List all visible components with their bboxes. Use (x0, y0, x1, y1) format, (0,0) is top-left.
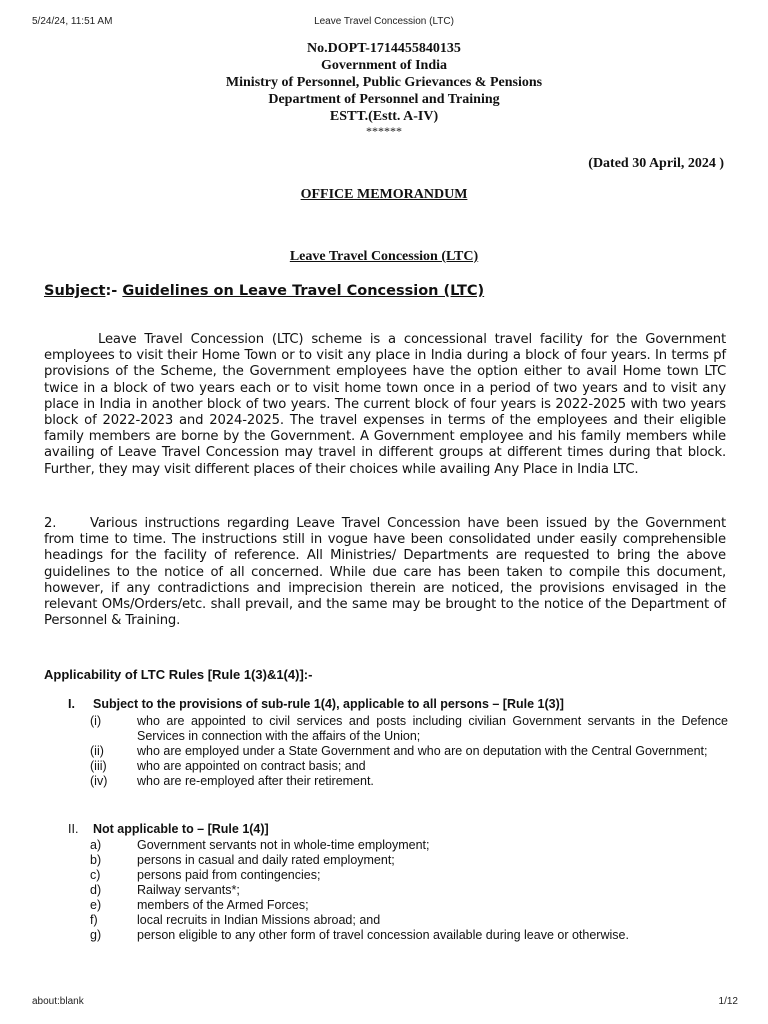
list-item-text: who are re-employed after their retirement. (137, 774, 374, 788)
section-ii-roman: II. (68, 822, 79, 836)
list-item-label: f) (90, 913, 98, 927)
list-item-text: who are employed under a State Government and who are on deputation with the Central Government; (137, 744, 708, 758)
section-i-heading (68, 697, 564, 711)
list-item (90, 913, 728, 928)
subject-separator: :- (105, 283, 123, 299)
government-line: Government of India (321, 58, 447, 73)
list-item-label: e) (90, 898, 102, 912)
list-item (90, 868, 728, 883)
list-item-label: c) (90, 868, 101, 882)
section-i-list (90, 714, 728, 789)
ltc-title: Leave Travel Concession (LTC) (289, 249, 479, 264)
list-item (90, 883, 728, 898)
list-item-label: (iv) (90, 774, 108, 788)
section-ii-title: Not applicable to – [Rule 1(4)] (93, 822, 269, 836)
section-i-title: Subject to the provisions of sub-rule 1(4), applicable to all persons – [Rule 1(3)] (93, 697, 564, 711)
print-header (10, 16, 758, 30)
list-item-text: person eligible to any other form of travel concession available during leave or otherwise. (137, 928, 629, 942)
list-item-text: persons paid from contingencies; (137, 868, 321, 882)
paragraph-2 (44, 516, 726, 629)
subject-text: Guidelines on Leave Travel Concession (LTC) (122, 283, 485, 299)
print-title: Leave Travel Concession (LTC) (314, 16, 454, 27)
section-ii-heading (68, 822, 269, 836)
establishment-line: ESTT.(Estt. A-IV) (329, 109, 439, 124)
document-number: No.DOPT-1714455840135 (307, 41, 461, 56)
list-item (90, 714, 728, 744)
print-footer (32, 996, 738, 1010)
section-i-roman: I. (68, 697, 75, 711)
list-item-label: (ii) (90, 744, 104, 758)
list-item-text: local recruits in Indian Missions abroad; and (137, 913, 381, 927)
paragraph-2-number: 2. (44, 516, 57, 531)
subject-line (44, 283, 484, 299)
ministry-line: Ministry of Personnel, Public Grievances & Pensions (225, 75, 543, 90)
list-item (90, 928, 728, 943)
list-item (90, 774, 728, 789)
list-item (90, 898, 728, 913)
page-indicator: 1/12 (718, 996, 738, 1007)
list-item (90, 759, 728, 774)
dated-line: (Dated 30 April, 2024 ) (588, 156, 724, 171)
list-item-label: (i) (90, 714, 102, 728)
print-url: about:blank (32, 996, 84, 1007)
list-item-label: (iii) (90, 759, 107, 773)
stars-divider: ****** (366, 124, 402, 138)
document-heading (0, 40, 768, 137)
list-item-label: g) (90, 928, 102, 942)
department-line: Department of Personnel and Training (268, 92, 500, 107)
subject-label: Subject (44, 283, 106, 299)
section-ii-list (90, 838, 728, 943)
list-item-text: who are appointed on contract basis; and (137, 759, 366, 773)
applicability-heading: Applicability of LTC Rules [Rule 1(3)&1(4)]:- (44, 667, 313, 682)
office-memorandum-title: OFFICE MEMORANDUM (300, 187, 468, 202)
paragraph-2-text: Various instructions regarding Leave Travel Concession have been issued by the Government from time to time. The instructions still in vogue have been consolidated under easily comprehensible headings for the facility of reference. All Ministries/ Departments are requested to bring the above guidelines to the notice of all concerned. While due care has been taken to compile this document, however, if any contradictions and imprecision therein are noticed, the provisions envisaged in the relevant OMs/Orders/etc. shall prevail, and the same may be brought to the notice of the Department of Personnel & Training. (44, 516, 726, 629)
list-item-label: a) (90, 838, 102, 852)
paragraph-1: Leave Travel Concession (LTC) scheme is a concessional travel facility for the Government employees to visit their Home Town or to visit any place in India during a block of four years. In terms pf provisions of the Scheme, the Government employees have the option either to avail Home town LTC twice in a block of two years each or to visit home town once in a period of two years and to visit any place in India in another block of two years. The current block of four years is 2022-2025 with two years block of 2022-2023 and 2024-2025. The travel expenses in terms of the employees and their eligible family members are borne by the Government. A Government employee and his family members while availing of Leave Travel Concession may travel in different groups at different times during that block. Further, they may visit different places of their choices while availing Any Place in India LTC. (44, 332, 726, 477)
list-item-text: Railway servants*; (137, 883, 240, 897)
list-item (90, 853, 728, 868)
list-item-text: who are appointed to civil services and posts including civilian Government servants in the Defence Services in connection with the affairs of the Union; (137, 714, 728, 743)
list-item (90, 744, 728, 759)
list-item-label: b) (90, 853, 102, 867)
list-item-text: Government servants not in whole-time employment; (137, 838, 430, 852)
list-item-label: d) (90, 883, 102, 897)
list-item-text: persons in casual and daily rated employment; (137, 853, 395, 867)
list-item (90, 838, 728, 853)
list-item-text: members of the Armed Forces; (137, 898, 309, 912)
print-datetime: 5/24/24, 11:51 AM (32, 16, 113, 27)
